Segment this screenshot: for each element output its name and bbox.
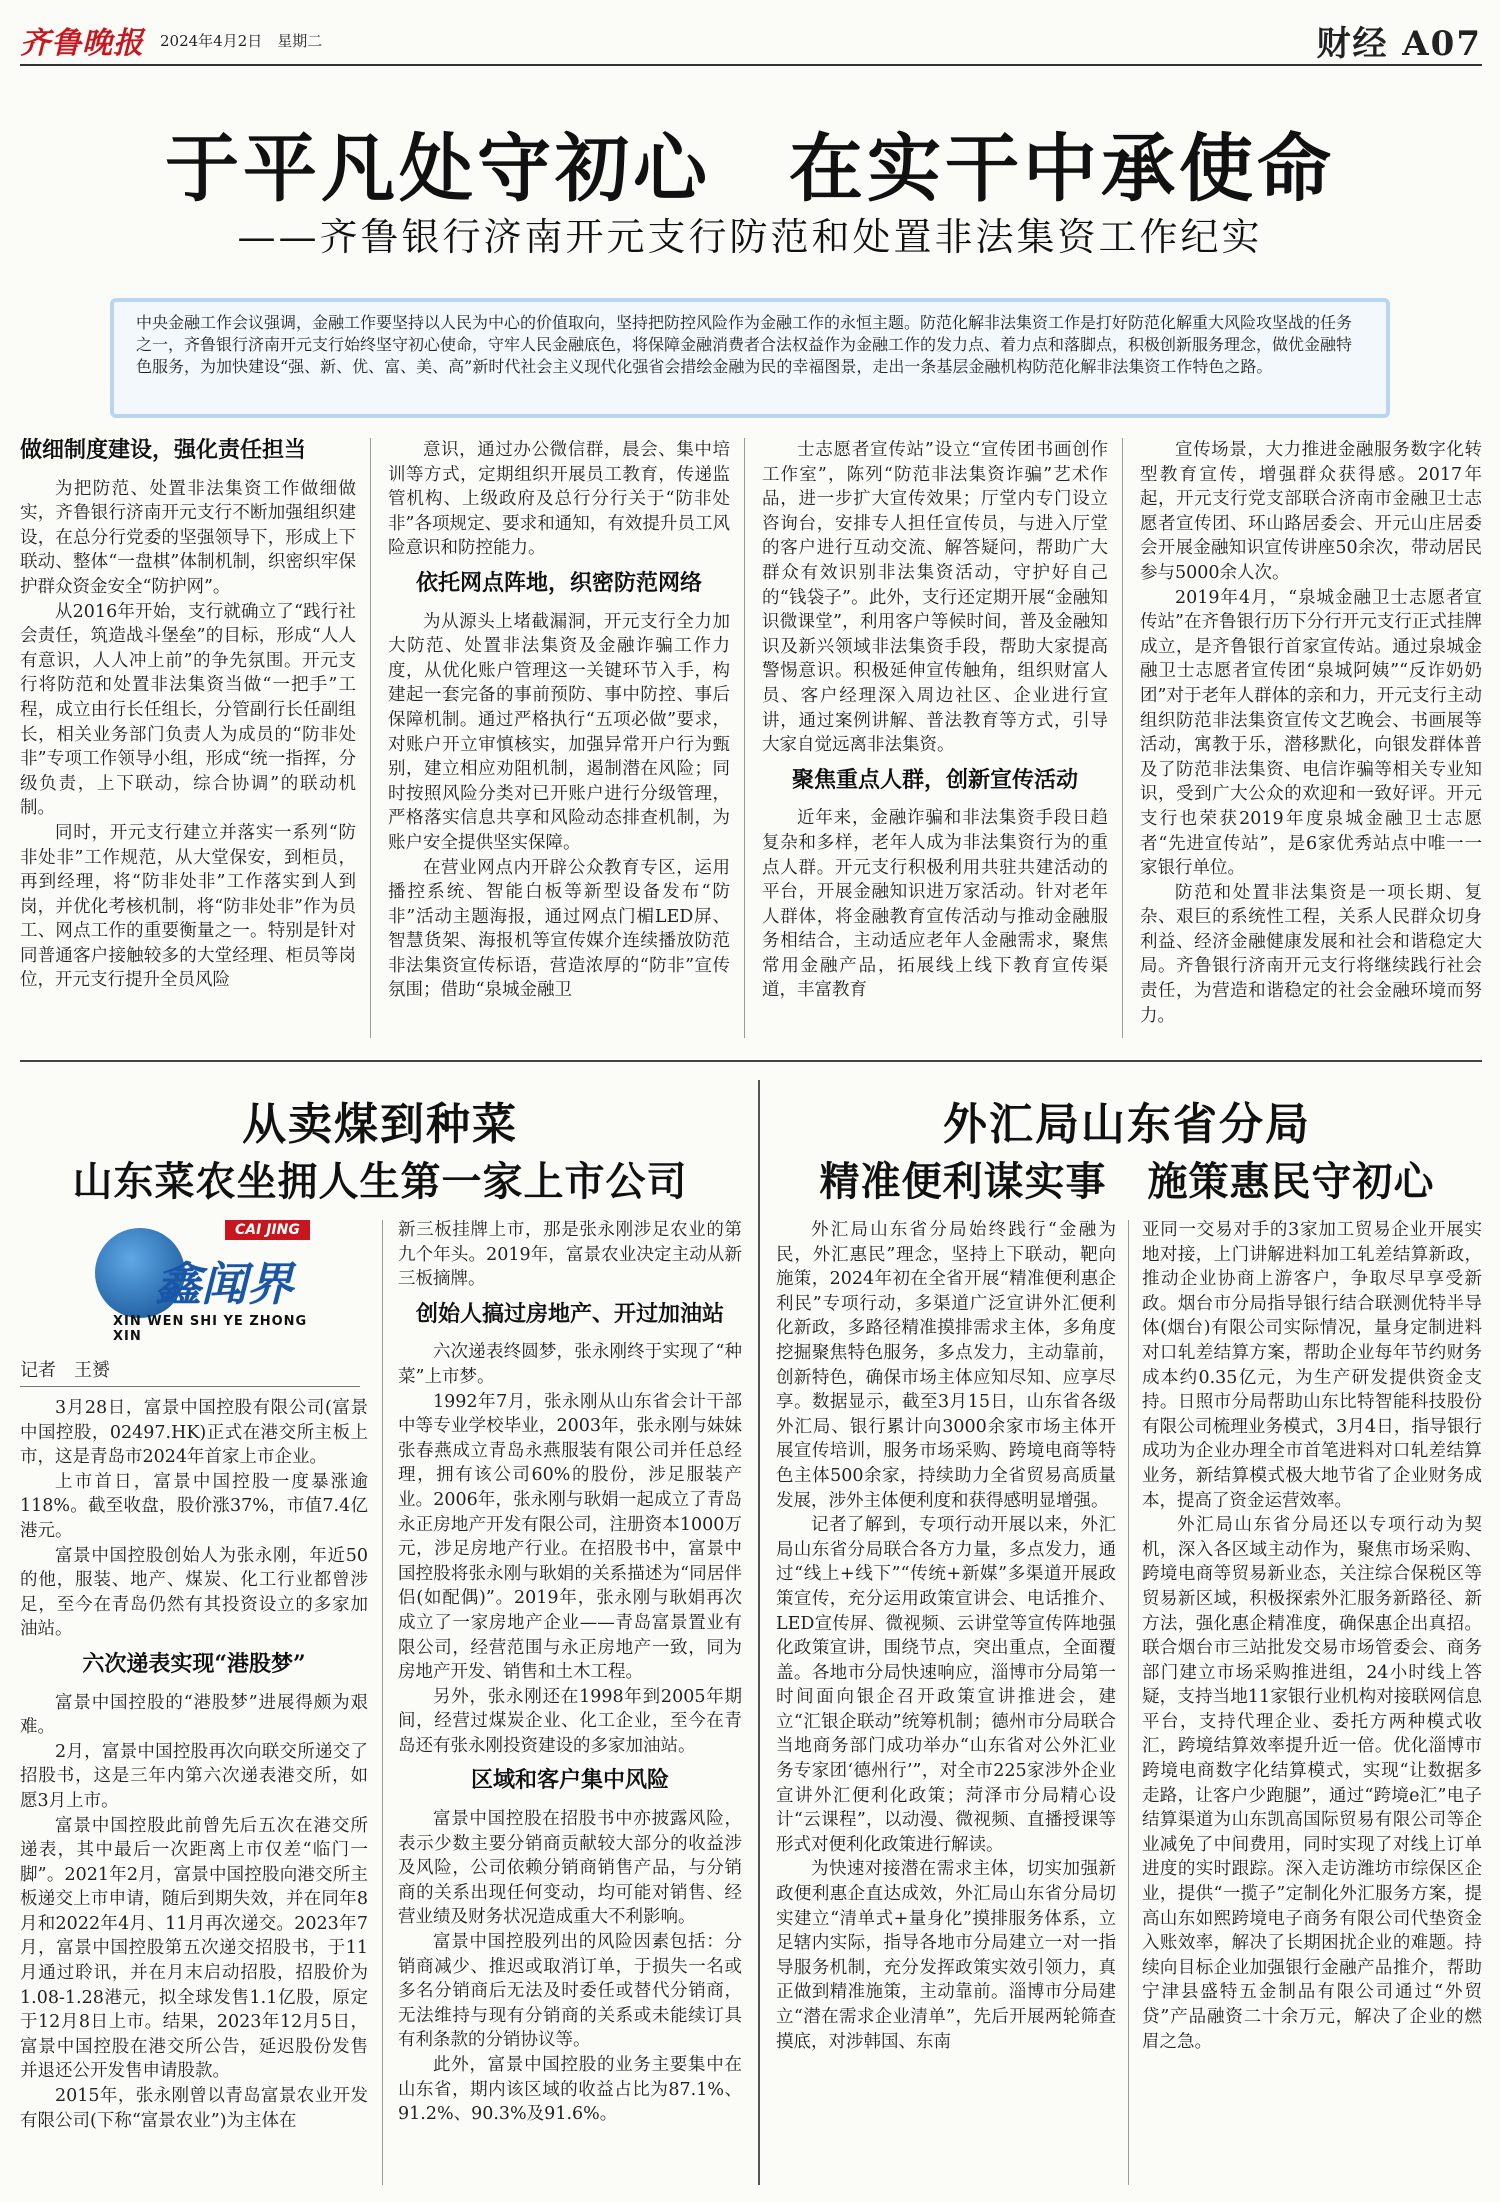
paragraph: 此外，富景中国控股的业务主要集中在山东省，期内该区域的收益占比为87.1%、91.2%、90.3%及91.6%。 (398, 2055, 742, 2125)
article2-title-line-2: 山东菜农坐拥人生第一家上市公司 (72, 1158, 688, 1205)
paragraph: 另外，张永刚还在1998年到2005年期间，经营过煤炭企业、化工企业，至今在青岛还有张永刚投资建设的多家加油站。 (398, 1686, 742, 1756)
article1-heading-2: 依托网点阵地，织密防范网络 (415, 569, 702, 596)
article1-intro-box: 中央金融工作会议强调，金融工作要坚持以人民为中心的价值取向，坚持把防控风险作为金融工作的永恒主题。防范化解非法集资工作是打好防范化解重大风险攻坚战的任务之一，齐鲁银行济南开元支行始终坚守初心使命，守牢人民金融底色，将保障金融消费者合法权益作为金融工作的发力点、着力点和落脚点，积极创新服务理念，做优金融特色服务，为加快建设“强、新、优、富、美、高”新时代社会主义现代化强省会措绘金融为民的幸福图景，走出一条基层金融机构防范化解非法集资工作特色之路。 (110, 298, 1390, 418)
section-divider (20, 1060, 1482, 1062)
section-page-label: 财经 A07 (1316, 24, 1482, 64)
paragraph: 3月28日，富景中国控股有限公司(富景中国控股，02497.HK)正式在港交所主板上市，这是青岛市2024年首家上市企业。 (20, 1398, 368, 1468)
article1-column-2 (388, 438, 730, 1048)
article1-column-3 (762, 438, 1108, 1048)
article2-title-line-1: 从卖煤到种菜 (242, 1099, 518, 1150)
paragraph: 同时，开元支行建立并落实一系列“防非处非”工作规范，从大堂保安，到柜员，再到经理，将“防非处非”工作落实到人到岗，并优化考核机制，将“防非处非”作为员工、网点工作的重要衡量之一。特别是针对同普通客户接触较多的大堂经理、柜员等岗位，开元支行提升全员风险 (20, 822, 356, 991)
logo-name: 鑫闻界 (155, 1257, 293, 1311)
article2-heading-3: 区域和客户集中风险 (470, 1767, 669, 1794)
paragraph: 2019年4月，“泉城金融卫士志愿者宣传站”在齐鲁银行历下分行开元支行正式挂牌成立，是齐鲁银行首家宣传站。通过泉城金融卫士志愿者宣传团“泉城阿姨”“反诈奶奶团”对于老年人群体的亲和力，开元支行主动组织防范非法集资宣传文艺晚会、书画展等活动，寓教于乐，潜移默化，向银发群体普及了防范非法集资、电信诈骗等相关专业知识，受到广大公众的欢迎和一致好评。开元支行也荣获2019年度泉城金融卫士志愿者“先进宣传站”，是6家优秀站点中唯一一家银行单位。 (1140, 587, 1482, 879)
article1-column-4 (1140, 438, 1482, 1048)
paragraph: 亚同一交易对手的3家加工贸易企业开展实地对接，上门讲解进料加工轧差结算新政，推动企业协商上游客户，争取尽早享受新政。烟台市分局指导银行结合联测优特半导体(烟台)有限公司实际情况，量身定制进料对口轧差结算方案，帮助企业每年节约财务成本约0.35亿元，为生产研发提供资金支持。日照市分局帮助山东比特智能科技股份有限公司梳理业务模式，3月4日，指导银行成功为企业办理全市首笔进料对口轧差结算业务，新结算模式极大地节省了企业财务成本，提高了资金运营效率。 (1142, 1220, 1482, 1511)
paragraph: 为把防范、处置非法集资工作做细做实，齐鲁银行济南开元支行不断加强组织建设，在总分行党委的坚强领导下，形成上下联动、整体“一盘棋”体制机制，织密织牢保护群众资金安全“防护网”。 (20, 478, 356, 597)
article2-column-2 (398, 1218, 742, 2186)
column-divider (744, 438, 745, 1038)
paragraph: 2月，富景中国控股再次向联交所递交了招股书，这是三年内第六次递表港交所，如愿3月上市。 (20, 1741, 368, 1811)
paragraph: 富景中国控股列出的风险因素包括：分销商减少、推迟或取消订单，于损失一名或多名分销商后无法及时委任或替代分销商，无法维持与现有分销商的关系或未能续订具有利条款的分销协议等。 (398, 1932, 742, 2051)
paragraph: 上市首日，富景中国控股一度暴涨逾118%。截至收盘，股价涨37%，市值7.4亿港元。 (20, 1471, 368, 1541)
column-divider (1122, 438, 1123, 1038)
article1-title: 于平凡处守初心 在实干中承使命 (165, 126, 1335, 212)
article1-heading-1: 做细制度建设，强化责任担当 (20, 437, 307, 463)
article-divider (758, 1080, 760, 2185)
paragraph: 新三板挂牌上市，那是张永刚涉足农业的第九个年头。2019年，富景农业决定主动从新三板摘牌。 (398, 1220, 742, 1290)
article3-column-2 (1142, 1218, 1482, 2186)
article3-title-line-1: 外汇局山东省分局 (943, 1099, 1311, 1150)
paragraph: 富景中国控股创始人为张永刚，年近50的他，服装、地产、煤炭、化工行业都曾涉足，至今在青岛仍然有其投资设立的多家加油站。 (20, 1545, 368, 1640)
article3-title-line-2: 精准便利谋实事 施策惠民守初心 (819, 1158, 1435, 1205)
paragraph: 外汇局山东省分局始终践行“金融为民，外汇惠民”理念，坚持上下联动，靶向施策，2024年初在全省开展“精准便利惠企利民”专项行动，多渠道广泛宣讲外汇便利化新政，多路径精准摸排需求主体，多角度挖掘聚焦特色服务，多点发力，主动靠前，创新特色，确保市场主体应知尽知、应享尽享。数据显示，截至3月15日，山东省各级外汇局、银行累计向3000余家市场主体开展宣传培训，服务市场采购、跨境电商等特色主体500余家，持续助力全省贸易高质量发展，涉外主体便利度和获得感明显增强。 (776, 1220, 1116, 1511)
article2-column-1 (20, 1396, 368, 2186)
paragraph: 为从源头上堵截漏洞，开元支行全力加大防范、处置非法集资及金融诈骗工作力度，从优化账户管理这一关键环节入手，构建起一套完备的事前预防、事中防控、事后保障机制。通过严格执行“五项必做”要求，对账户开立审慎核实，加强异常开户行为甄别，建立相应劝阻机制，遏制潜在风险；同时按照风险分类对已开账户进行分级管理，严格落实信息共享和风险动态排查机制，为账户安全提供坚实保障。 (388, 611, 730, 853)
issue-date: 2024年4月2日 星期二 (160, 32, 323, 50)
paragraph: 富景中国控股此前曾先后五次在港交所递表，其中最后一次距离上市仅差“临门一脚”。2021年2月，富景中国控股向港交所主板递交上市申请，随后到期失效，并在同年8月和2022年4月、11月再次递交。2023年7月，富景中国控股第五次递交招股书，于11月通过聆讯，并在月末启动招股，招股价为1.08-1.28港元，拟全球发售1.1亿股，原定于12月8日上市。结果，2023年12月5日，富景中国控股在港交所公告，延迟股份发售并退还公开发售申请股款。 (20, 1815, 368, 2082)
newspaper-logo: 齐鲁晚报 (20, 26, 144, 61)
paragraph: 富景中国控股在招股书中亦披露风险，表示少数主要分销商贡献较大部分的收益涉及风险，公司依赖分销商销售产品，与分销商的关系出现任何变动，均可能对销售、经营业绩及财务状况造成重大不利影响。 (398, 1809, 742, 1928)
paragraph: 士志愿者宣传站”设立“宣传团书画创作工作室”，陈列“防范非法集资诈骗”艺术作品，进一步扩大宣传效果；厅堂内专门设立咨询台，安排专人担任宣传员，与进入厅堂的客户进行互动交流、解答疑问，帮助广大群众有效识别非法集资活动，守护好自己的“钱袋子”。此外，支行还定期开展“金融知识微课堂”，利用客户等候时间，普及金融知识及新兴领域非法集资手段，帮助大家提高警惕意识。积极延伸宣传触角，组织财富人员、客户经理深入周边社区、企业进行宣讲，通过案例讲解、普法教育等方式，引导大家自觉远离非法集资。 (762, 440, 1108, 756)
paragraph: 富景中国控股的“港股梦”进展得颇为艰难。 (20, 1692, 368, 1738)
paragraph: 2015年，张永刚曾以青岛富景农业开发有限公司(下称“富景农业”)为主体在 (20, 2086, 368, 2131)
byline-rule (20, 1386, 360, 1387)
article1-column-1 (20, 428, 356, 1048)
logo-tag: CAI JING (225, 1220, 310, 1240)
paragraph: 为快速对接潜在需求主体，切实加强新政便利惠企直达成效，外汇局山东省分局切实建立“清单式+量身化”摸排服务体系，立足辖内实际，指导各地市分局建立一对一指导服务机制，充分发挥政策实效引领力，真正做到精准施策，主动靠前。淄博市分局建立“潜在需求企业清单”，先后开展两轮筛查摸底，对涉韩国、东南 (776, 1859, 1116, 2052)
paragraph: 外汇局山东省分局还以专项行动为契机，深入各区域主动作为，聚焦市场采购、跨境电商等贸易新业态，关注综合保税区等贸易新区域，积极探索外汇服务新路径、新方法，强化惠企精准度，确保惠企出真招。联合烟台市三站批发交易市场管委会、商务部门建立市场采购推进组，24小时线上答疑，支持当地11家银行业机构对接联网信息平台，支持代理企业、委托方两种模式收汇，跨境结算效率提升近一倍。优化淄博市跨境电商数字化结算模式，实现“让数据多走路，让客户少跑腿”，通过“跨境e汇”电子结算渠道为山东凯高国际贸易有限公司等企业减免了中间费用，同时实现了对线上订单进度的实时跟踪。深入走访潍坊市综保区企业，提供“一揽子”定制化外汇服务方案，提高山东如熙跨境电子商务有限公司代垫资金入账效率，解决了长期困扰企业的难题。持续向目标企业加强银行金融产品推介，帮助宁津县盛特五金制品有限公司通过“外贸贷”产品融资二十余万元，解决了企业的燃眉之急。 (1142, 1515, 1482, 2052)
column-logo (95, 1220, 335, 1344)
article1-heading-3: 聚焦重点人群，创新宣传活动 (791, 766, 1078, 793)
paragraph: 在营业网点内开辟公众教育专区，运用播控系统、智能白板等新型设备发布“防非”活动主题海报，通过网点门楣LED屏、智慧货架、海报机等宣传媒介连续播放防范非法集资宣传标语，营造浓厚的“防非”宣传氛围；借助“泉城金融卫 (388, 857, 730, 1001)
column-divider (382, 1220, 383, 2185)
paragraph: 防范和处置非法集资是一项长期、复杂、艰巨的系统性工程，关系人民群众切身利益、经济金融健康发展和社会和谐稳定大局。齐鲁银行济南开元支行将继续践行社会责任，为营造和谐稳定的社会金融环境而努力。 (1140, 882, 1482, 1026)
paragraph: 宣传场景，大力推进金融服务数字化转型教育宣传，增强群众获得感。2017年起，开元支行党支部联合济南市金融卫士志愿者宣传团、环山路居委会、开元山庄居委会开展金融知识宣传讲座50余次，带动居民参与5000余人次。 (1140, 440, 1482, 583)
column-divider (1128, 1220, 1129, 2185)
paragraph: 近年来，金融诈骗和非法集资手段日趋复杂和多样，老年人成为非法集资行为的重点人群。开元支行积极利用共驻共建活动的平台，开展金融知识进万家活动。针对老年人群体，将金融教育宣传活动与推动金融服务相结合，主动适应老年人金融需求，聚焦常用金融产品，拓展线上线下教育宣传渠道，丰富教育 (762, 808, 1108, 1001)
paragraph: 从2016年开始，支行就确立了“践行社会责任，筑造战斗堡垒”的目标，形成“人人有意识，人人冲上前”的争先氛围。开元支行将防范和处置非法集资当做“一把手”工程，成立由行长任组长，分管副行长任副组长，相关业务部门负责人为成员的“防非处非”专项工作领导小组，形成“统一指挥，分级负责，上下联动，综合协调”的联动机制。 (20, 601, 356, 819)
column-divider (370, 438, 371, 1038)
article2-heading-1: 六次递表实现“港股梦” (82, 1650, 306, 1677)
logo-pinyin: XIN WEN SHI YE ZHONG XIN (113, 1314, 308, 1344)
paragraph: 1992年7月，张永刚从山东省会计干部中等专业学校毕业，2003年，张永刚与妹妹张春燕成立青岛永燕服装有限公司并任总经理，拥有该公司60%的股份，涉足服装产业。2006年，张永刚与耿娟一起成立了青岛永正房地产开发有限公司，注册资本1000万元，涉足房地产行业。在招股书中，富景中国控股将张永刚与耿娟的关系描述为“同居伴侣(如配偶)”。2019年，张永刚与耿娟再次成立了一家房地产企业——青岛富景置业有限公司，经营范围与永正房地产一致，同为房地产开发、销售和土木工程。 (398, 1391, 742, 1683)
paragraph: 意识，通过办公微信群，晨会、集中培训等方式，定期组织开展员工教育，传递监管机构、上级政府及总行分行关于“防非处非”各项规定、要求和通知，有效提升员工风险意识和防控能力。 (388, 440, 730, 559)
article1-subtitle: ——齐鲁银行济南开元支行防范和处置非法集资工作纪实 (237, 215, 1263, 259)
reporter-byline: 记者 王赟 (20, 1360, 110, 1381)
masthead (20, 14, 1482, 66)
paragraph: 记者了解到，专项行动开展以来，外汇局山东省分局联合各方力量，多点发力，通过“线上+线下”“传统+新媒”多渠道开展政策宣传，充分运用政策宣讲会、电话推介、LED宣传屏、微视频、云讲堂等宣传阵地强化政策宣讲，围绕节点，突出重点，全面覆盖。各地市分局快速响应，淄博市分局第一时间面向银企召开政策宣讲推进会，建立“汇银企联动”统筹机制；德州市分局联合当地商务部门成功举办“山东省对公外汇业务专家团‘德州行’”，对全市225家涉外企业宣讲外汇便利化政策；菏泽市分局精心设计“云课程”，以动漫、微视频、直播授课等形式对便利化政策进行解读。 (776, 1515, 1116, 1855)
article3-column-1 (776, 1218, 1116, 2186)
article2-heading-2: 创始人搞过房地产、开过加油站 (415, 1300, 724, 1327)
paragraph: 六次递表终圆梦，张永刚终于实现了“种菜”上市梦。 (398, 1342, 742, 1387)
